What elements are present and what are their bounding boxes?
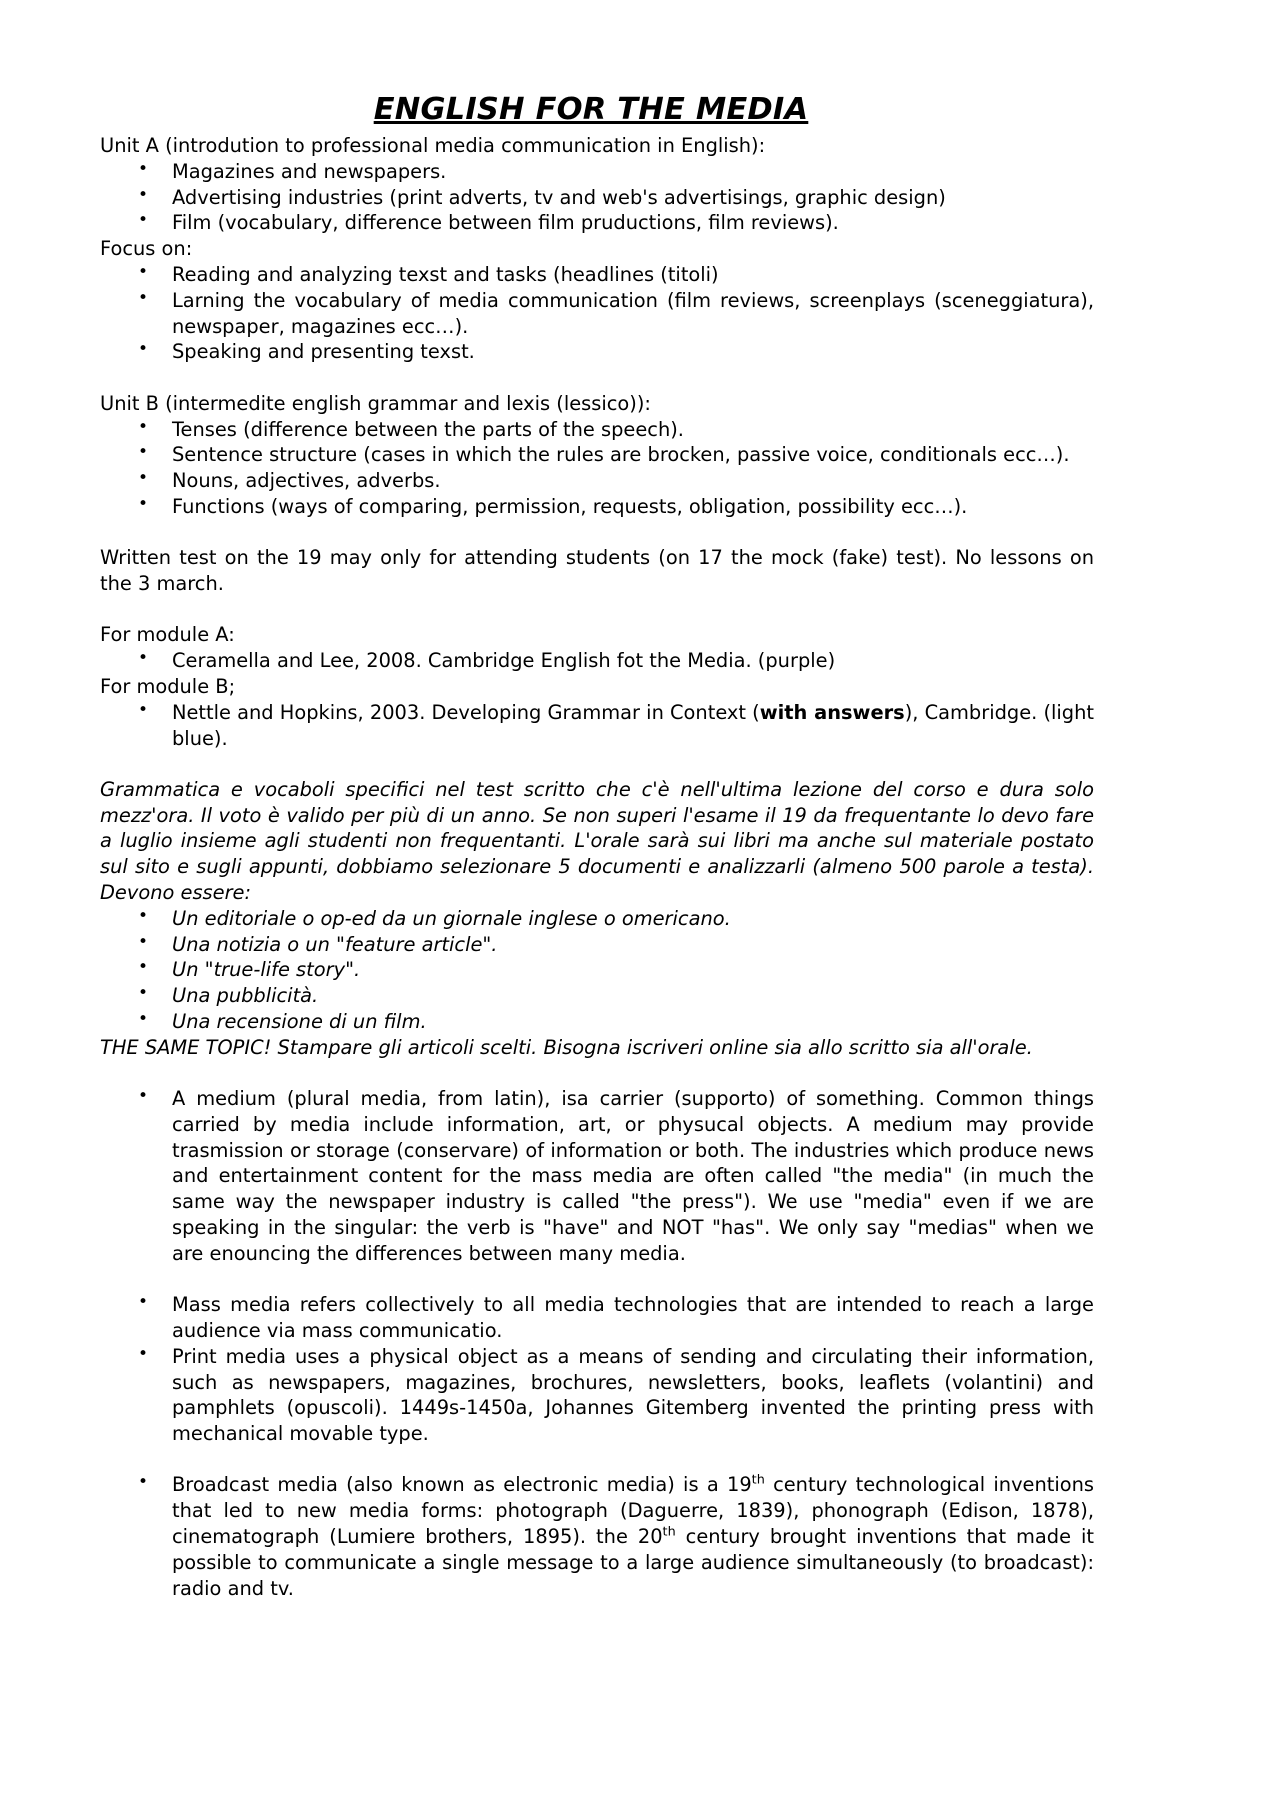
list-item: • Un editoriale o op-ed da un giornale inglese o omericano.	[100, 906, 1094, 932]
list-item: • Ceramella and Lee, 2008. Cambridge English fot the Media. (purple)	[100, 648, 1094, 674]
spacer	[100, 1447, 1094, 1473]
list-item: • Larning the vocabulary of media communication (film reviews, screenplays (sceneggiatura), newspaper, magazines ecc…).	[100, 288, 1094, 340]
list-item: • Mass media refers collectively to all media technologies that are intended to reach a large audience via mass communicatio.	[100, 1292, 1094, 1344]
unit-a-heading: Unit A (introdution to professional media communication in English):	[100, 134, 766, 158]
notes-list-broadcast	[100, 1472, 1094, 1601]
module-a-list	[100, 648, 1094, 674]
list-item: • Una pubblicità.	[100, 983, 1094, 1009]
list-item: • Functions (ways of comparing, permission, requests, obligation, possibility ecc…).	[100, 494, 1094, 520]
focus-on-list	[100, 262, 1094, 365]
reference-text-before: Nettle and Hopkins, 2003. Developing Grammar in Context (	[172, 700, 760, 724]
list-item	[100, 700, 1094, 752]
module-b-heading: For module B;	[100, 674, 236, 698]
list-item: • Advertising industries (print adverts, tv and web's advertisings, graphic design)	[100, 185, 1094, 211]
broadcast-text-part2: century technological inventions that led to new media forms: photograph (Daguerre, 1839), phonograph (Edison, 1878), cinematograph (Lumiere brothers, 1895). the 20	[172, 1473, 1095, 1549]
reference-text-after: ), Cambridge. (light blue).	[172, 700, 1095, 750]
list-item: • Print media uses a physical object as a means of sending and circulating their information, such as newspapers, magazines, brochures, newsletters, books, leaflets (volantini) and pamphlets (opuscoli). 1449s-1450a, Johannes Gitemberg invented the printing press with mechanical movable type.	[100, 1344, 1094, 1447]
list-item: • A medium (plural media, from latin), isa carrier (supporto) of something. Common things carried by media include information, art, or physucal objects. A medium may provide trasmission or storage (conservare) of information or both. The industries which produce news and entertainment content for the mass media are often called "the media" (in much the same way the newspaper industry is called "the press"). We use "media" even if we are speaking in the singular: the verb is "have" and NOT "has". We only say "medias" when we are enouncing the differences between many media.	[100, 1086, 1094, 1267]
list-item: • Magazines and newspapers.	[100, 159, 1094, 185]
spacer	[100, 597, 1094, 623]
exam-note: Written test on the 19 may only for attending students (on 17 the mock (fake) test). No lessons on the 3 march.	[100, 546, 1094, 596]
spacer	[100, 751, 1094, 777]
notes-list-medium	[100, 1086, 1094, 1267]
list-item: • Tenses (difference between the parts of the speech).	[100, 417, 1094, 443]
list-item: • Speaking and presenting texst.	[100, 339, 1094, 365]
module-a-heading: For module A:	[100, 623, 235, 647]
unit-b-heading: Unit B (intermedite english grammar and lexis (lessico)):	[100, 391, 651, 415]
list-item: • Un "true-life story".	[100, 957, 1094, 983]
list-item: • Reading and analyzing texst and tasks (headlines (titoli)	[100, 262, 1094, 288]
list-item	[100, 1472, 1094, 1601]
list-item: • Sentence structure (cases in which the rules are brocken, passive voice, conditionals ecc…).	[100, 442, 1094, 468]
italian-note-paragraph: Grammatica e vocaboli specifici nel test scritto che c'è nell'ultima lezione del corso e dura solo mezz'ora. Il voto è valido per più di un anno. Se non superi l'esame il 19 da frequentante lo devo fare a luglio insieme agli studenti non frequentanti. L'orale sarà sui libri ma anche sul materiale postato sul sito e sugli appunti, dobbiamo selezionare 5 documenti e analizzarli (almeno 500 parole a testa). Devono essere:	[100, 777, 1094, 904]
module-b-list	[100, 700, 1094, 752]
unit-a-list	[100, 159, 1094, 236]
ordinal-superscript-20th: th	[662, 1524, 676, 1540]
spacer	[100, 520, 1094, 546]
notes-list-mass-print	[100, 1292, 1094, 1447]
unit-b-list	[100, 417, 1094, 520]
italian-note-list	[100, 906, 1094, 1035]
list-item: • Film (vocabulary, difference between film pruductions, film reviews).	[100, 210, 1094, 236]
spacer	[100, 1061, 1094, 1087]
spacer	[100, 1267, 1094, 1293]
italian-note-closing: THE SAME TOPIC! Stampare gli articoli scelti. Bisogna iscriveri online sia allo scritto sia all'orale.	[100, 1035, 1033, 1059]
broadcast-text-part1: Broadcast media (also known as electronic media) is a 19	[172, 1473, 752, 1497]
broadcast-text-part3: century brought inventions that made it possible to communicate a single message to a large audience simultaneously (to broadcast): radio and tv.	[172, 1525, 1095, 1600]
list-item: • Nouns, adjectives, adverbs.	[100, 468, 1094, 494]
page-title: ENGLISH FOR THE MEDIA	[373, 92, 809, 127]
focus-on-heading: Focus on:	[100, 237, 193, 261]
reference-emphasis: with answers	[759, 700, 905, 724]
list-item: • Una recensione di un film.	[100, 1009, 1094, 1035]
list-item: • Una notizia o un "feature article".	[100, 932, 1094, 958]
spacer	[100, 365, 1094, 391]
ordinal-superscript-19th: th	[751, 1472, 765, 1488]
